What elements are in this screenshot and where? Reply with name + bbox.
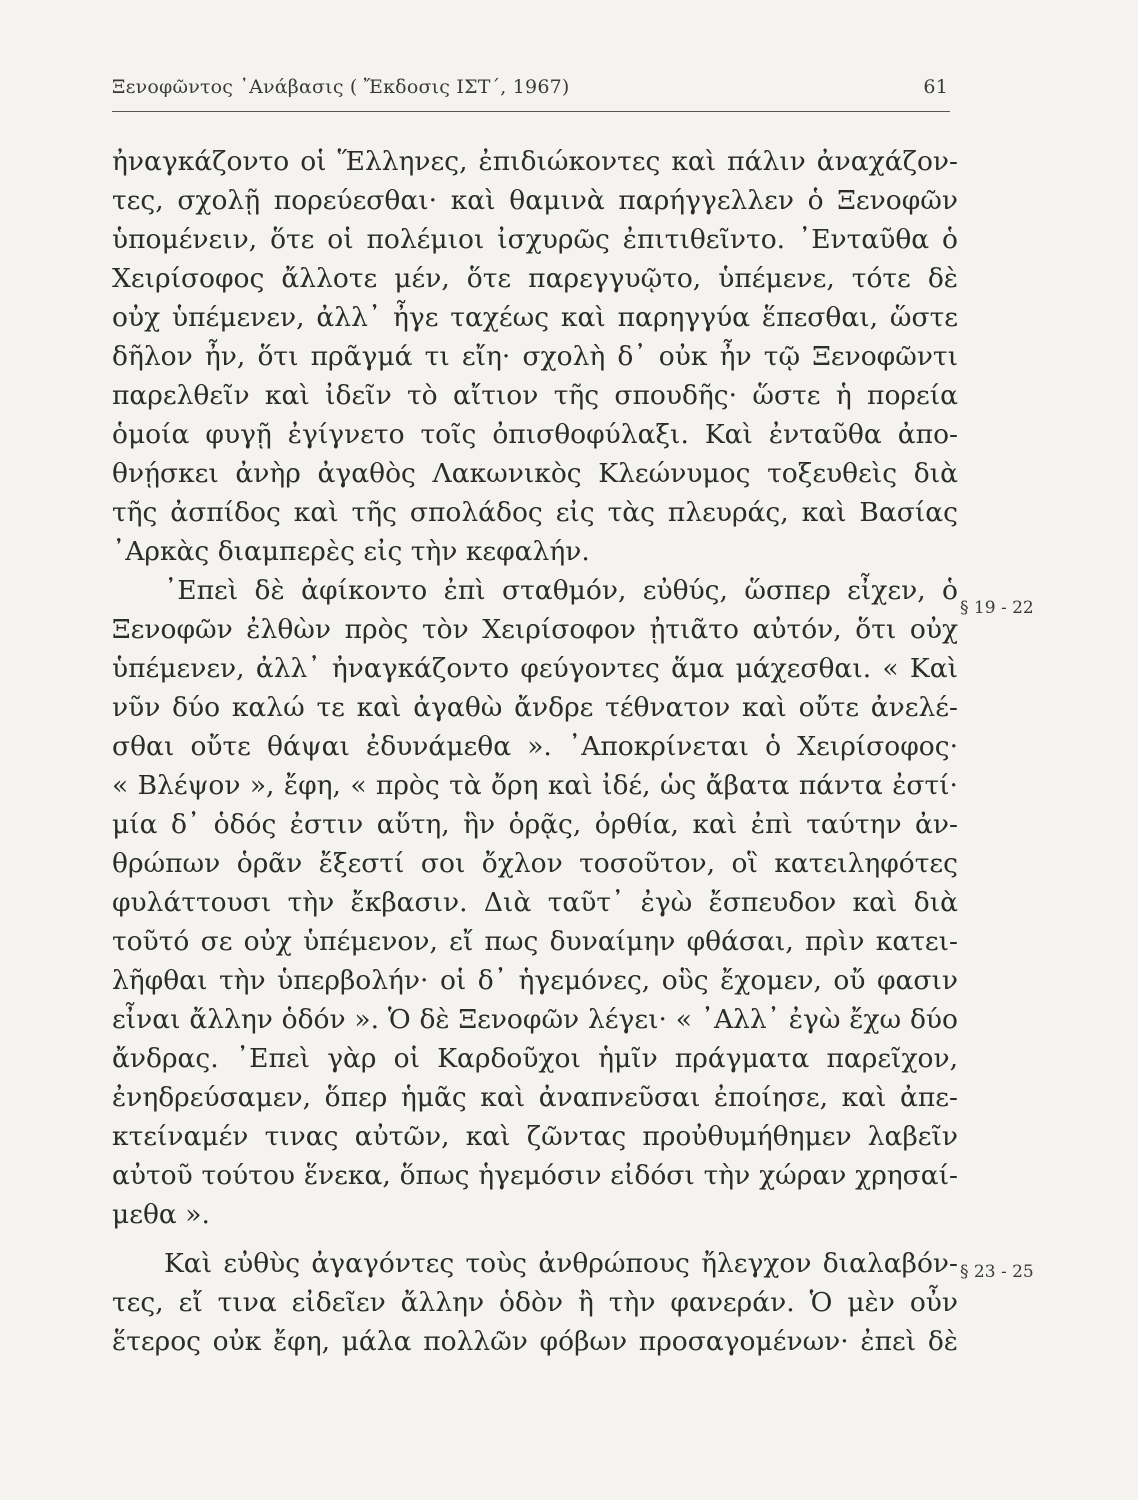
running-title: Ξενοφῶντος ᾽Ανάβασις ( Ἔκδοσις ΙΣΤ΄, 1967) — [112, 76, 570, 98]
text-line: ὑπέμενεν, ἀλλ᾽ ἠναγκάζοντο φεύγοντες ἅμα μάχεσθαι. « Καὶ — [112, 653, 958, 684]
text-line: ὁμοία φυγῇ ἐγίγνετο τοῖς ὀπισθοφύλαξι. Καὶ ἐνταῦθα ἀπο- — [112, 419, 958, 450]
text-line: τες, εἴ τινα εἰδεῖεν ἄλλην ὁδὸν ἢ τὴν φανεράν. Ὁ μὲν οὖν — [112, 1287, 958, 1318]
text-line: « Βλέψον », ἔφη, « πρὸς τὰ ὄρη καὶ ἰδέ, ὡς ἄβατα πάντα ἐστί· — [112, 770, 958, 801]
text-line: παρελθεῖν καὶ ἰδεῖν τὸ αἴτιον τῆς σπουδῆς· ὥστε ἡ πορεία — [112, 380, 958, 411]
text-line: λῆφθαι τὴν ὑπερβολήν· οἱ δ᾽ ἡγεμόνες, οὓς ἔχομεν, οὔ φασιν — [112, 965, 958, 996]
text-line: τες, σχολῇ πορεύεσθαι· καὶ θαμινὰ παρήγγελλεν ὁ Ξενοφῶν — [112, 185, 958, 216]
text-line: οὐχ ὑπέμενεν, ἀλλ᾽ ἦγε ταχέως καὶ παρηγγύα ἕπεσθαι, ὥστε — [112, 302, 958, 333]
text-line: ἕτερος οὐκ ἔφη, μάλα πολλῶν φόβων προσαγομένων· ἐπεὶ δὲ — [112, 1326, 958, 1357]
page-number: 61 — [923, 76, 948, 98]
text-line: Ξενοφῶν ἐλθὼν πρὸς τὸν Χειρίσοφον ᾐτιᾶτο αὐτόν, ὅτι οὐχ — [112, 614, 958, 645]
text-line: μία δ᾽ ὁδός ἐστιν αὕτη, ἣν ὁρᾷς, ὀρθία, καὶ ἐπὶ ταύτην ἀν- — [112, 809, 958, 840]
section-marker: § 23 - 25 — [960, 1262, 1034, 1282]
header-rule — [112, 111, 950, 112]
text-line: Χειρίσοφος ἄλλοτε μέν, ὅτε παρεγγυῷτο, ὑπέμενε, τότε δὲ — [112, 263, 958, 294]
running-head — [112, 76, 950, 104]
text-line: μεθα ». — [112, 1199, 210, 1230]
paragraph-start-line: Καὶ εὐθὺς ἀγαγόντες τοὺς ἀνθρώπους ἤλεγχον διαλαβόν- — [164, 1248, 958, 1279]
text-line: θνῄσκει ἀνὴρ ἀγαθὸς Λακωνικὸς Κλεώνυμος τοξευθεὶς διὰ — [112, 458, 958, 489]
text-line: ὑπομένειν, ὅτε οἱ πολέμιοι ἰσχυρῶς ἐπιτιθεῖντο. ᾽Ενταῦθα ὁ — [112, 224, 958, 255]
text-line: αὐτοῦ τούτου ἕνεκα, ὅπως ἡγεμόσιν εἰδόσι τὴν χώραν χρησαί- — [112, 1160, 958, 1191]
text-line: σθαι οὔτε θάψαι ἐδυνάμεθα ». ᾽Αποκρίνεται ὁ Χειρίσοφος· — [112, 731, 958, 762]
text-line: τῆς ἀσπίδος καὶ τῆς σπολάδος εἰς τὰς πλευράς, καὶ Βασίας — [112, 497, 958, 528]
text-line: εἶναι ἄλλην ὁδόν ». Ὁ δὲ Ξενοφῶν λέγει· « ᾽Αλλ᾽ ἐγὼ ἔχω δύο — [112, 1004, 958, 1035]
paragraph-start-line: ᾽Επεὶ δὲ ἀφίκοντο ἐπὶ σταθμόν, εὐθύς, ὥσπερ εἶχεν, ὁ — [164, 575, 958, 606]
text-line: δῆλον ἦν, ὅτι πρᾶγμά τι εἴη· σχολὴ δ᾽ οὐκ ἦν τῷ Ξενοφῶντι — [112, 341, 958, 372]
text-line: φυλάττουσι τὴν ἔκβασιν. Διὰ ταῦτ᾽ ἐγὼ ἔσπευδον καὶ διὰ — [112, 887, 958, 918]
text-line: νῦν δύο καλώ τε καὶ ἀγαθὼ ἄνδρε τέθνατον καὶ οὔτε ἀνελέ- — [112, 692, 958, 723]
main-text — [112, 142, 958, 1361]
text-line: ἐνηδρεύσαμεν, ὅπερ ἡμᾶς καὶ ἀναπνεῦσαι ἐποίησε, καὶ ἀπε- — [112, 1082, 958, 1113]
text-line: ᾽Αρκὰς διαμπερὲς εἰς τὴν κεφαλήν. — [112, 536, 590, 567]
text-line: ἠναγκάζοντο οἱ Ἕλληνες, ἐπιδιώκοντες καὶ πάλιν ἀναχάζον- — [112, 146, 958, 177]
text-line: θρώπων ὁρᾶν ἔξεστί σοι ὄχλον τοσοῦτον, οἳ κατειληφότες — [112, 848, 958, 879]
text-line: τοῦτό σε οὐχ ὑπέμενον, εἴ πως δυναίμην φθάσαι, πρὶν κατει- — [112, 926, 958, 957]
text-line: κτείναμέν τινας αὐτῶν, καὶ ζῶντας προὐθυμήθημεν λαβεῖν — [112, 1121, 958, 1152]
text-line: ἄνδρας. ᾽Επεὶ γὰρ οἱ Καρδοῦχοι ἡμῖν πράγματα παρεῖχον, — [112, 1043, 958, 1074]
section-marker: § 19 - 22 — [960, 598, 1034, 618]
